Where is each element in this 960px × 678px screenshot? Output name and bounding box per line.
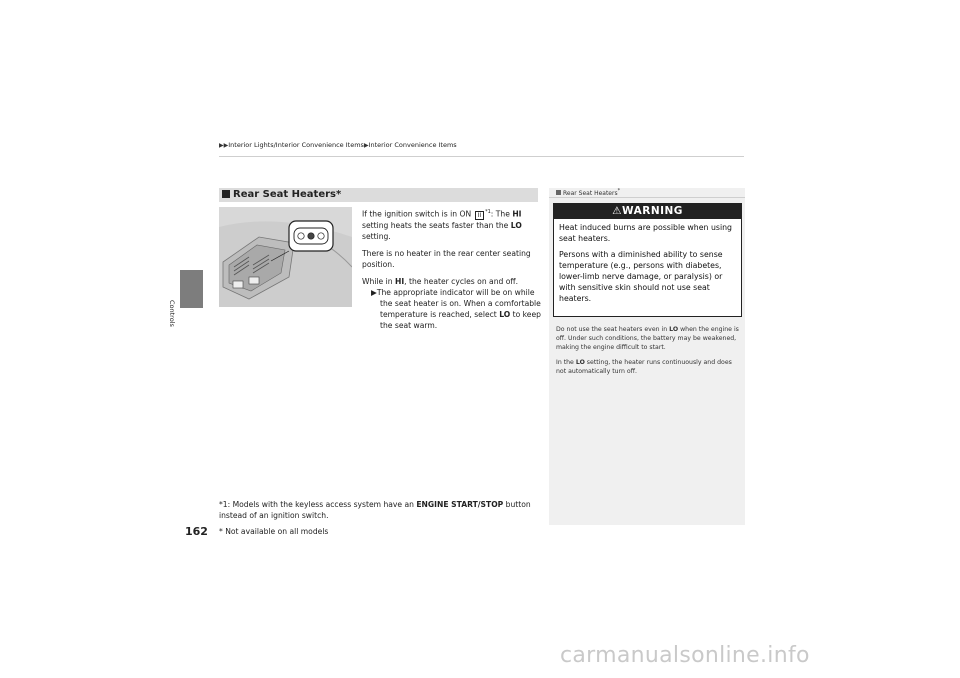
text-segment: The appropriate indicator will be on while the seat heater is on. When a comfortable temperature is reached, select — [376, 287, 541, 319]
engine-start-stop-label: ENGINE START/STOP — [416, 500, 504, 509]
text-segment: If the ignition switch is in ON — [362, 209, 474, 219]
paragraph-indicator — [362, 287, 542, 331]
text-segment: : The — [490, 209, 513, 219]
page-number: 162 — [185, 525, 208, 538]
section-title-mark: * — [335, 189, 342, 200]
text-segment: setting heats the seats faster than the — [362, 220, 511, 230]
body-text — [362, 207, 542, 331]
breadcrumb — [219, 141, 457, 149]
text-segment: While in — [362, 276, 395, 286]
text-segment: In the — [556, 359, 576, 366]
sub-arrow-icon: ▶ — [371, 287, 377, 297]
lo-label: LO — [669, 326, 679, 333]
breadcrumb-arrow-icon: ▶▶ — [219, 142, 229, 149]
warning-paragraph: Persons with a diminished ability to sense temperature (e.g., persons with diabetes, lower-limb nerve damage, or paralysis) or with sensitive skin should not use seat heaters. — [559, 250, 723, 303]
availability-note: * Not available on all models — [219, 527, 329, 536]
lo-label: LO — [510, 220, 522, 230]
chapter-label: Controls — [168, 300, 176, 327]
paragraph-cycle — [362, 276, 542, 287]
note-paragraph-battery — [556, 325, 740, 352]
text-segment: , the heater cycles on and off. — [404, 276, 519, 286]
warning-paragraph: Heat induced burns are possible when using seat heaters. — [559, 223, 733, 243]
header-divider — [219, 156, 744, 157]
watermark: carmanualsonline.info — [560, 643, 810, 668]
warning-header — [553, 203, 742, 219]
breadcrumb-item-2[interactable]: Interior Convenience Items — [368, 141, 457, 149]
paragraph-center-seat: There is no heater in the rear center seating position. — [362, 248, 531, 269]
section-title — [222, 188, 341, 202]
side-notes-divider — [549, 197, 745, 198]
footnote — [219, 499, 544, 521]
text-segment: button instead of an ignition switch. — [219, 500, 531, 520]
warning-icon: ⚠ — [612, 205, 622, 217]
warning-text — [559, 222, 738, 309]
section-title-text: Rear Seat Heaters — [233, 189, 336, 200]
seat-heater-switch-icon — [219, 207, 352, 307]
text-segment: when the engine is off. Under such conditions, the battery may be weakened, making the engine difficult to start. — [556, 326, 739, 351]
breadcrumb-item-1[interactable]: Interior Lights/Interior Convenience Items — [228, 141, 364, 149]
text-segment: Do not use the seat heaters even in — [556, 326, 670, 333]
hi-label: HI — [394, 276, 405, 286]
text-segment: *1: Models with the keyless access system have an — [219, 500, 417, 509]
breadcrumb-arrow-icon: ▶ — [363, 142, 369, 149]
lo-label: LO — [499, 309, 511, 319]
chapter-tab — [180, 270, 203, 308]
ignition-position-key: II — [475, 211, 485, 220]
rear-seat-heater-illustration — [219, 207, 352, 307]
side-notes-title — [556, 188, 620, 197]
note-marker-icon — [556, 190, 561, 195]
note-paragraph-continuous — [556, 358, 740, 376]
square-bullet-icon — [222, 190, 230, 198]
side-notes-title-text: Rear Seat Heaters — [563, 190, 618, 197]
text-segment: setting. — [362, 231, 391, 241]
lo-label: LO — [575, 359, 585, 366]
note-text — [556, 325, 740, 382]
hi-label: HI — [512, 209, 522, 219]
text-segment: setting, the heater runs continuously and does not automatically turn off. — [556, 359, 732, 375]
paragraph-ignition — [362, 207, 542, 242]
footnote-ref: *1 — [485, 209, 491, 215]
text-segment: to keep the seat warm. — [380, 309, 541, 330]
side-notes-title-mark: * — [617, 188, 621, 194]
warning-label: WARNING — [622, 205, 683, 217]
